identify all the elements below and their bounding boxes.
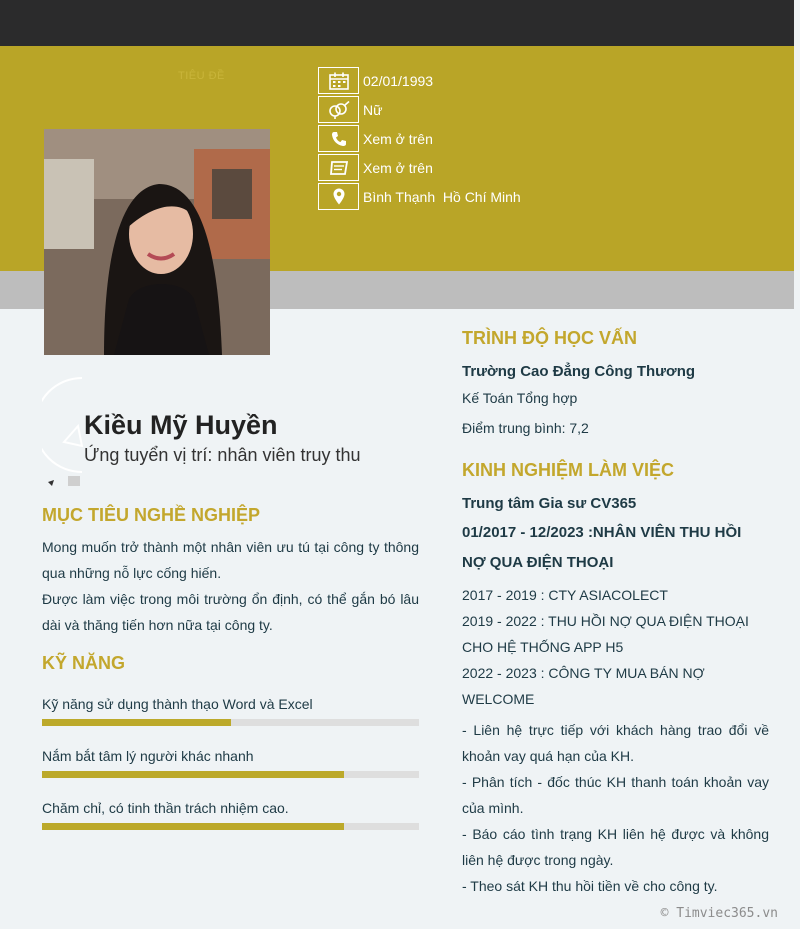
skill-item [42, 800, 419, 830]
objective-section [42, 505, 419, 638]
school-name[interactable]: Trường Cao Đẳng Công Thương [462, 363, 696, 380]
phone-icon [318, 125, 359, 152]
avatar[interactable] [44, 129, 270, 355]
location-icon [318, 183, 359, 210]
info-birthday: 02/01/1993 [363, 72, 434, 89]
info-row-phone [318, 124, 521, 153]
footer-watermark: © Timviec365.vn [660, 906, 778, 921]
experience-title: KINH NGHIỆM LÀM VIỆC [462, 460, 675, 480]
history-item[interactable]: 2022 - 2023 : CÔNG TY MUA BÁN NỢ WELCOME [462, 665, 705, 707]
duty-item[interactable]: - Báo cáo tình trạng KH liên hệ được và không liên hệ được trong ngày. [462, 826, 769, 868]
education-section [462, 328, 769, 436]
skill-bar [42, 719, 419, 726]
email-icon [318, 154, 359, 181]
objective-title: MỤC TIÊU NGHỀ NGHIỆP [42, 505, 261, 525]
skill-label[interactable]: Nắm bắt tâm lý người khác nhanh [42, 748, 254, 764]
avatar-photo [44, 129, 270, 355]
history-item[interactable]: 2019 - 2022 : THU HỒI NỢ QUA ĐIỆN THOẠI CHO HỆ THỐNG APP H5 [462, 613, 749, 655]
gpa[interactable]: Điểm trung bình: 7,2 [462, 420, 589, 436]
candidate-name[interactable]: Kiều Mỹ Huyền [84, 410, 278, 440]
skill-bar [42, 823, 419, 830]
skill-item [42, 748, 419, 778]
skill-bar [42, 771, 419, 778]
personal-info [318, 66, 521, 211]
skill-bar-fill [42, 771, 344, 778]
info-address: Bình Thạnh Hồ Chí Minh [363, 188, 521, 205]
experience-section [462, 460, 769, 899]
info-phone[interactable]: Xem ở trên [363, 130, 433, 147]
history-item[interactable]: 2017 - 2019 : CTY ASIACOLECT [462, 587, 668, 603]
objective-paragraph-1[interactable]: Mong muốn trở thành một nhân viên ưu tú tại công ty thông qua những nỗ lực cống hiến. [42, 539, 419, 581]
applied-position[interactable]: Ứng tuyển vị trí: nhân viên truy thu [84, 445, 361, 465]
company-name[interactable]: Trung tâm Gia sư CV365 [462, 495, 637, 512]
skill-bar-fill [42, 719, 231, 726]
info-gender: Nữ [363, 101, 383, 118]
duty-item[interactable]: - Liên hệ trực tiếp với khách hàng trao đổi về khoản vay quá hạn của KH. [462, 722, 769, 764]
skills-section [42, 653, 419, 830]
skill-label[interactable]: Chăm chỉ, có tinh thần trách nhiệm cao. [42, 800, 289, 816]
history-list [462, 582, 769, 712]
info-row-gender [318, 95, 521, 124]
skill-item [42, 696, 419, 726]
education-title: TRÌNH ĐỘ HỌC VẤN [462, 328, 637, 348]
duty-item[interactable]: - Phân tích - đốc thúc KH thanh toán khoản vay của mình. [462, 774, 769, 816]
skill-bar-fill [42, 823, 344, 830]
duties-list [462, 717, 769, 899]
duty-item[interactable]: - Theo sát KH thu hồi tiền về cho công ty. [462, 878, 718, 894]
header-title-label[interactable]: TIÊU ĐỀ [178, 70, 225, 82]
period-role[interactable]: 01/2017 - 12/2023 :NHÂN VIÊN THU HỒI NỢ QUA ĐIỆN THOẠI [462, 524, 742, 571]
info-email[interactable]: Xem ở trên [363, 159, 433, 176]
objective-paragraph-2[interactable]: Được làm việc trong môi trường ổn định, có thể gắn bó lâu dài và thăng tiến hơn nữa tại công ty. [42, 591, 419, 633]
major[interactable]: Kế Toán Tổng hợp [462, 390, 578, 406]
skills-title: KỸ NĂNG [42, 653, 126, 673]
gender-icon [318, 96, 359, 123]
name-block [42, 376, 432, 486]
info-row-address [318, 182, 521, 211]
calendar-icon [318, 67, 359, 94]
info-row-birthday [318, 66, 521, 95]
skill-label[interactable]: Kỹ năng sử dụng thành thạo Word và Excel [42, 696, 313, 712]
info-row-email [318, 153, 521, 182]
top-bar [0, 0, 794, 46]
